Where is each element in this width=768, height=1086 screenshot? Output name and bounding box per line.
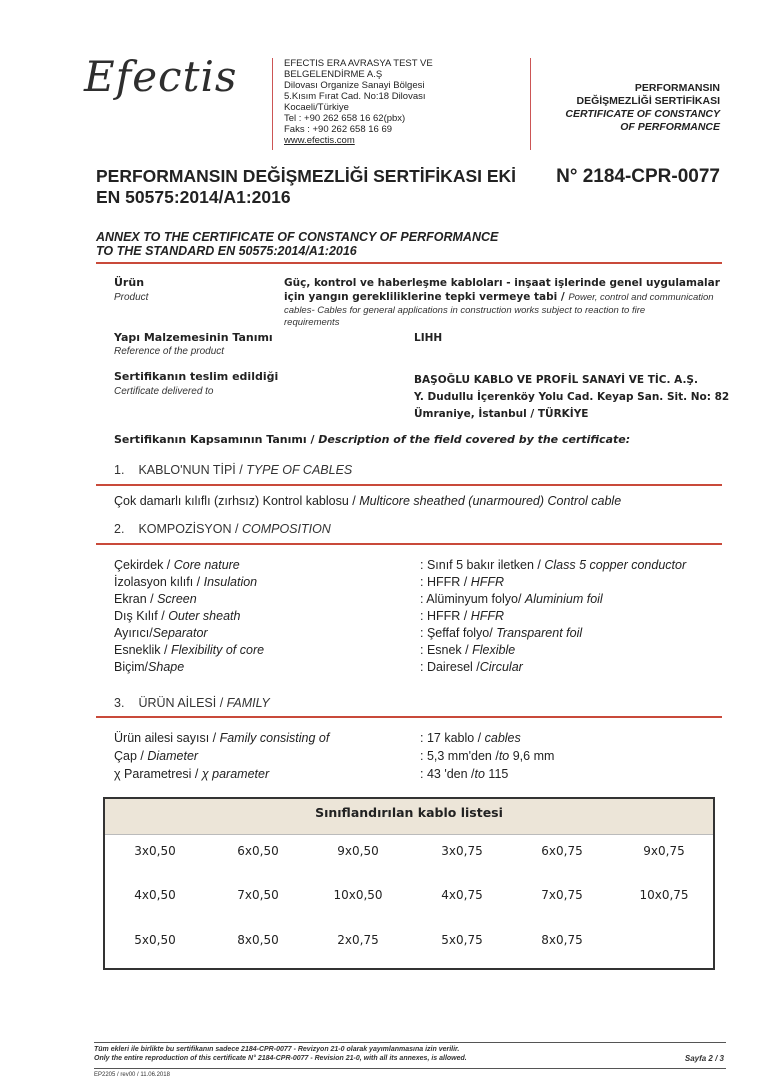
cable-type-tr: Çok damarlı kılıflı (zırhsız) Kontrol kablosu / (114, 494, 360, 508)
product-value-en: cables- Cables for general applications in construction works subject to reaction to fire (284, 305, 646, 316)
footer-line-en: Only the entire reproduction of this certificate N° 2184-CPR-0077 - Revision 21-0, with all its annexes, is allowed. (94, 1055, 467, 1062)
product-value-line: için yangın gerekliliklerine tepki vermeye tabi / (284, 291, 569, 303)
composition-label: Biçim/Shape (114, 660, 185, 674)
composition-value: : HFFR / HFFR (420, 575, 505, 589)
product-label-en: Product (114, 292, 149, 303)
composition-label: Dış Kılıf / Outer sheath (114, 609, 241, 623)
cable-cell: 8x0,75 (541, 933, 583, 947)
company-line: Kocaeli/Türkiye (284, 102, 349, 113)
section-title: KOMPOZİSYON / (138, 522, 242, 536)
page-number: Sayfa 2 / 3 (684, 1054, 724, 1063)
section-title: KABLO'NUN TİPİ / (138, 463, 247, 477)
scope-en: Description of the field covered by the certificate: (318, 433, 631, 446)
form-code: EP2205 / rev00 / 11.06.2018 (94, 1072, 170, 1078)
company-line: BELGELENDİRME A.Ş (284, 69, 383, 80)
company-line: Tel : +90 262 658 16 62(pbx) (284, 113, 406, 124)
composition-value: : Sınıf 5 bakır iletken / Class 5 copper conductor (420, 558, 687, 572)
annex-title (96, 230, 498, 258)
family-label: Çap / Diameter (114, 749, 199, 763)
product-value-en: Power, control and communication (568, 292, 714, 303)
cable-cell: 3x0,75 (441, 844, 483, 858)
section-number: 1. (114, 463, 125, 477)
divider (96, 716, 722, 718)
divider (96, 543, 722, 545)
section-2-heading (114, 522, 331, 536)
section-3-heading (114, 696, 270, 710)
company-line: Dilovası Organize Sanayi Bölgesi (284, 80, 425, 91)
delivered-address (414, 372, 729, 423)
cable-cell: 4x0,75 (441, 888, 483, 902)
product-label: Ürün (114, 276, 145, 289)
section-number: 3. (114, 696, 125, 710)
section-title-en: TYPE OF CABLES (246, 463, 353, 477)
family-label: Ürün ailesi sayısı / Family consisting of (114, 731, 330, 745)
family-label: χ Parametresi / χ parameter (114, 767, 270, 781)
annex-line-2: TO THE STANDARD EN 50575:2014/A1:2016 (96, 244, 357, 258)
scope-line (114, 433, 630, 447)
cable-cell: 10x0,75 (639, 888, 689, 902)
section-title-en: FAMILY (226, 696, 270, 710)
cert-title-tr: DEĞİŞMEZLİĞİ SERTİFİKASI (576, 95, 720, 107)
cable-cell: 3x0,50 (134, 844, 176, 858)
composition-value: : Alüminyum folyo/ Aluminium foil (420, 592, 603, 606)
family-value: : 43 'den /to 115 (420, 767, 509, 781)
cable-cell: 8x0,50 (237, 933, 279, 947)
composition-value: : Dairesel /Circular (420, 660, 523, 674)
cable-cell: 9x0,50 (337, 844, 379, 858)
product-value-en: requirements (284, 317, 340, 328)
company-address (284, 58, 433, 146)
cert-title-tr: PERFORMANSIN (634, 82, 720, 94)
cable-type-en: Multicore sheathed (unarmoured) Control cable (359, 494, 622, 508)
product-value (284, 276, 724, 329)
composition-value: : Şeffaf folyo/ Transparent foil (420, 626, 583, 640)
family-value: : 17 kablo / cables (420, 731, 521, 745)
header-divider (272, 58, 273, 150)
address-line: Ümraniye, İstanbul / TÜRKİYE (414, 408, 589, 420)
section-1-heading (114, 463, 352, 477)
address-line: Y. Dudullu İçerenköy Yolu Cad. Keyap San. Sit. No: 82 (414, 391, 730, 403)
cable-type-text (114, 494, 621, 508)
cable-cell: 6x0,75 (541, 844, 583, 858)
footer-divider (94, 1042, 726, 1043)
divider (96, 484, 722, 486)
reference-label-en: Reference of the product (114, 346, 225, 357)
product-value-line: Güç, kontrol ve haberleşme kabloları - inşaat işlerinde genel uygulamalar (284, 277, 720, 289)
header-divider-right (530, 58, 531, 150)
scope-tr: Sertifikanın Kapsamının Tanımı / (114, 433, 319, 446)
divider (96, 262, 722, 264)
cable-cell: 5x0,50 (134, 933, 176, 947)
efectis-logo: Efectis (84, 52, 238, 101)
reference-label: Yapı Malzemesinin Tanımı (114, 331, 273, 344)
company-line: Faks : +90 262 658 16 69 (284, 124, 393, 135)
cable-cell: 10x0,50 (333, 888, 383, 902)
composition-label: Çekirdek / Core nature (114, 558, 240, 572)
cert-title-en: OF PERFORMANCE (620, 121, 720, 133)
cable-cell: 7x0,75 (541, 888, 583, 902)
cable-cell: 9x0,75 (643, 844, 685, 858)
cable-cell: 6x0,50 (237, 844, 279, 858)
composition-value: : HFFR / HFFR (420, 609, 505, 623)
cable-cell: 5x0,75 (441, 933, 483, 947)
cable-cell: 2x0,75 (337, 933, 379, 947)
cable-cell: 4x0,50 (134, 888, 176, 902)
section-title-en: COMPOSITION (241, 522, 331, 536)
delivered-label: Sertifikanın teslim edildiği (114, 370, 279, 383)
composition-label: Ayırıcı/Separator (114, 626, 208, 640)
certificate-header-title (565, 82, 720, 134)
cert-title-en: CERTIFICATE OF CONSTANCY (565, 108, 720, 120)
family-value: : 5,3 mm'den /to 9,6 mm (420, 749, 555, 763)
section-title: ÜRÜN AİLESİ / (138, 696, 227, 710)
title-line-1: PERFORMANSIN DEĞİŞMEZLİĞİ SERTİFİKASI EKİ (96, 166, 517, 186)
composition-value: : Esnek / Flexible (420, 643, 516, 657)
footer-divider (94, 1068, 726, 1069)
certificate-number: N° 2184-CPR-0077 (556, 166, 720, 187)
composition-label: İzolasyon kılıfı / Insulation (114, 575, 258, 589)
company-line: EFECTIS ERA AVRASYA TEST VE (284, 58, 433, 69)
company-line: 5.Kısım Fırat Cad. No:18 Dilovası (284, 91, 426, 102)
cable-list-table (103, 797, 715, 970)
reference-value: LIHH (414, 332, 443, 344)
delivered-label-en: Certificate delivered to (114, 386, 214, 397)
page-title (96, 166, 516, 208)
section-number: 2. (114, 522, 125, 536)
cable-cell: 7x0,50 (237, 888, 279, 902)
composition-label: Ekran / Screen (114, 592, 197, 606)
annex-line-1: ANNEX TO THE CERTIFICATE OF CONSTANCY OF PERFORMANCE (96, 230, 499, 244)
footer-line-tr: Tüm ekleri ile birlikte bu sertifikanın sadece 2184-CPR-0077 - Revizyon 21-0 olarak yayımlanmasına izin verilir. (94, 1046, 460, 1053)
composition-label: Esneklik / Flexibility of core (114, 643, 265, 657)
website-link[interactable]: www.efectis.com (284, 135, 355, 146)
table-title: Sınıflandırılan kablo listesi (105, 799, 713, 835)
address-line: BAŞOĞLU KABLO VE PROFİL SANAYİ VE TİC. A.Ş. (414, 374, 698, 386)
title-line-2: EN 50575:2014/A1:2016 (96, 187, 291, 207)
